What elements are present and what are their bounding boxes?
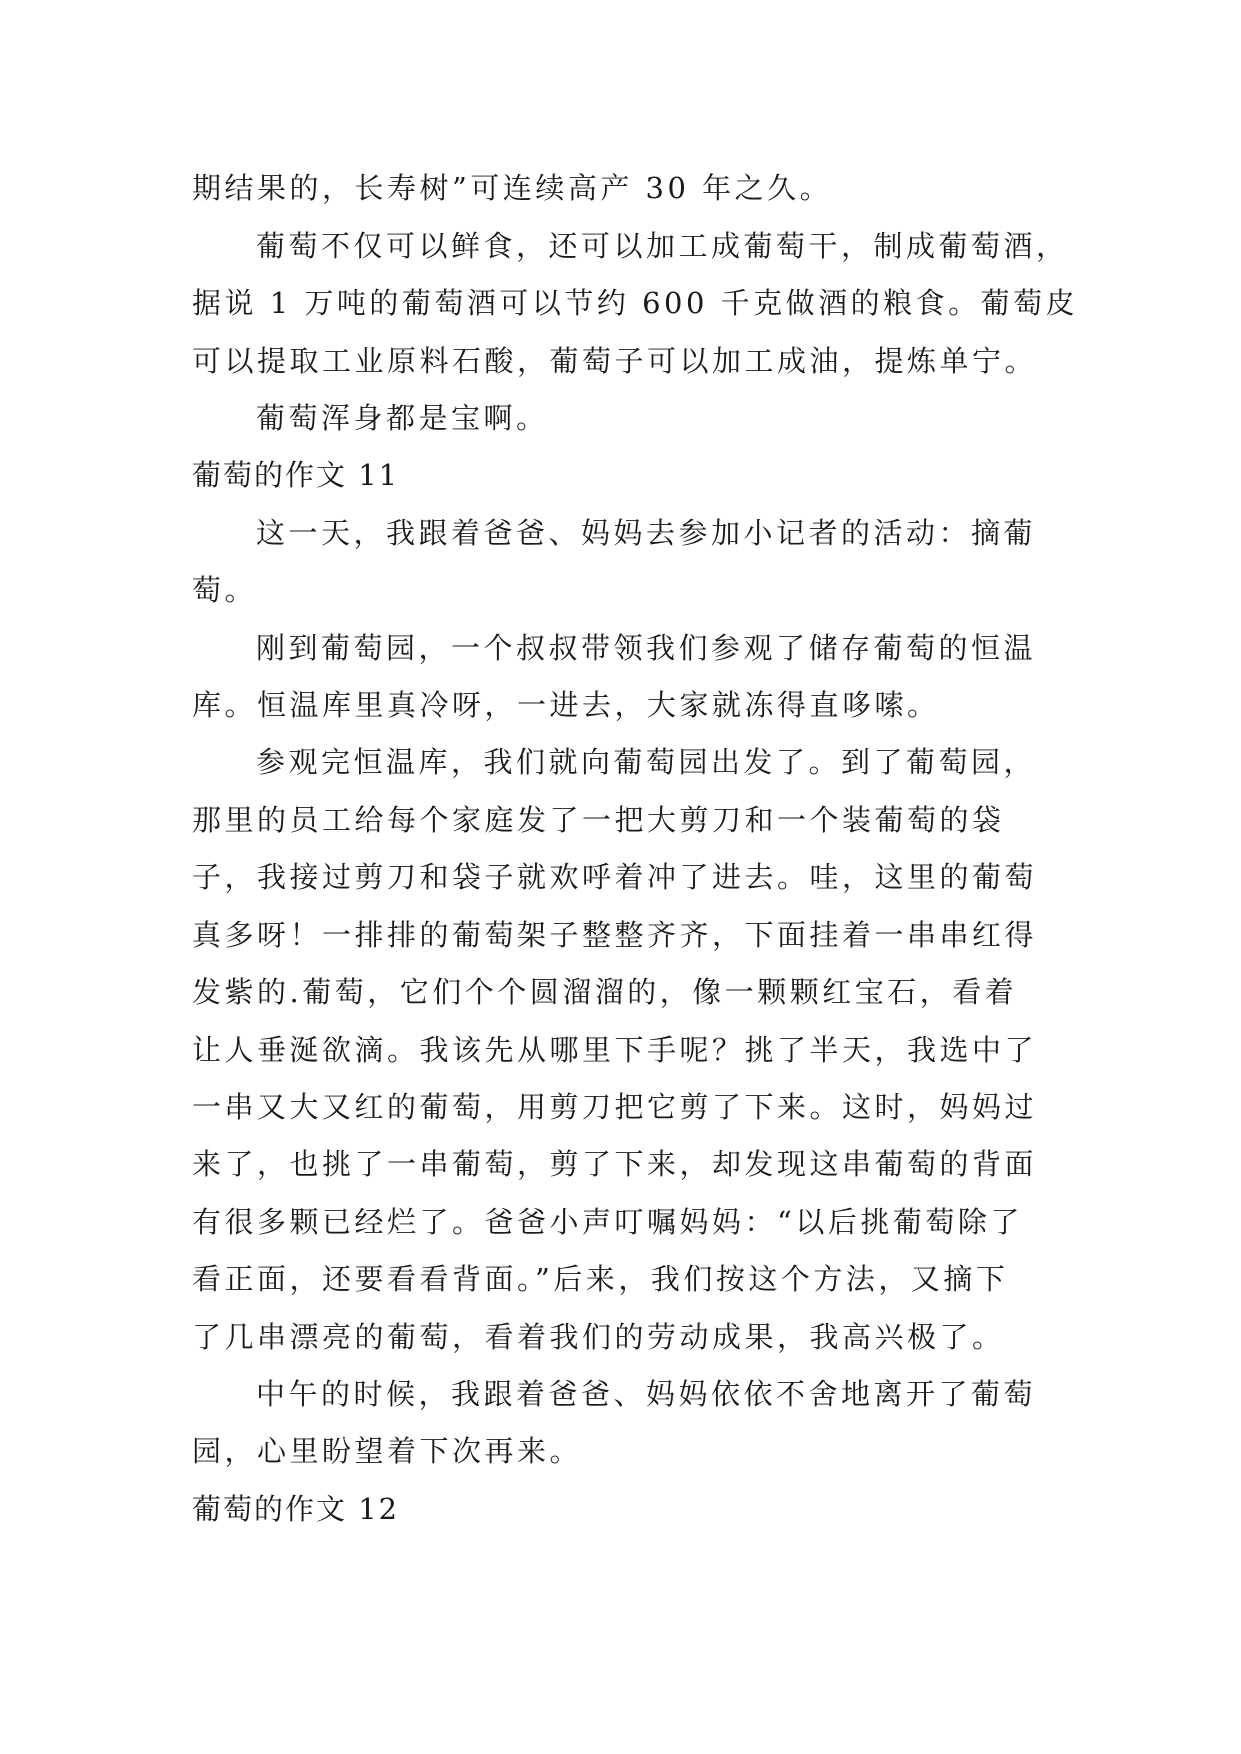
text-line: 库。恒温库里真冷呀，一进去，大家就冻得直哆嗦。	[192, 688, 940, 722]
text-line: 看正面，还要看看背面。”后来，我们按这个方法，又摘下	[192, 1262, 1009, 1296]
text-line: 中午的时候，我跟着爸爸、妈妈依依不舍地离开了葡萄	[256, 1377, 1037, 1411]
text-line: 葡萄不仅可以鲜食，还可以加工成葡萄干，制成葡萄酒，	[256, 229, 1069, 263]
text-line: 发紫的.葡萄，它们个个圆溜溜的，像一颗颗红宝石，看着	[192, 975, 1018, 1009]
section-heading: 葡萄的作文 11	[192, 458, 400, 492]
text-line: 一串又大又红的葡萄，用剪刀把它剪了下来。这时，妈妈过	[192, 1090, 1038, 1124]
text-line: 刚到葡萄园，一个叔叔带领我们参观了储存葡萄的恒温	[256, 631, 1037, 665]
text-line: 来了，也挑了一串葡萄，剪了下来，却发现这串葡萄的背面	[192, 1147, 1038, 1181]
text-line: 可以提取工业原料石酸，葡萄子可以加工成油，提炼单宁。	[192, 344, 1038, 378]
text-line: 萄。	[192, 573, 258, 607]
text-line: 那里的员工给每个家庭发了一把大剪刀和一个装葡萄的袋	[192, 803, 1005, 837]
section-heading: 葡萄的作文 12	[192, 1492, 400, 1526]
text-line: 参观完恒温库，我们就向葡萄园出发了。到了葡萄园，	[256, 745, 1037, 779]
text-line: 葡萄浑身都是宝啊。	[256, 401, 549, 435]
text-line: 园，心里盼望着下次再来。	[192, 1434, 583, 1468]
text-line: 期结果的，长寿树”可连续高产 30 年之久。	[192, 171, 833, 205]
text-line: 真多呀！一排排的葡萄架子整整齐齐，下面挂着一串串红得	[192, 918, 1038, 952]
text-line: 这一天，我跟着爸爸、妈妈去参加小记者的活动：摘葡	[256, 516, 1037, 550]
text-line: 据说 1 万吨的葡萄酒可以节约 600 千克做酒的粮食。葡萄皮	[192, 286, 1079, 320]
text-line: 了几串漂亮的葡萄，看着我们的劳动成果，我高兴极了。	[192, 1320, 1005, 1354]
text-line: 子，我接过剪刀和袋子就欢呼着冲了进去。哇，这里的葡萄	[192, 860, 1038, 894]
text-line: 有很多颗已经烂了。爸爸小声叮嘱妈妈：“以后挑葡萄除了	[192, 1205, 1023, 1239]
text-line: 让人垂涎欲滴。我该先从哪里下手呢？挑了半天，我选中了	[192, 1033, 1038, 1067]
